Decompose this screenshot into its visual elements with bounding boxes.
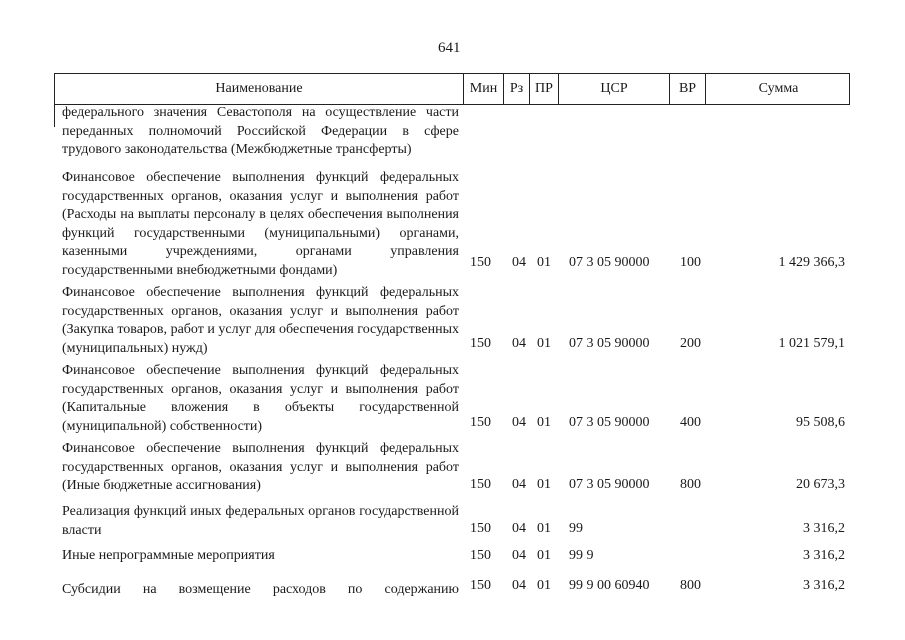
row-vr: 800 [680, 477, 701, 492]
column-header-pr: ПР [530, 74, 559, 104]
row-csr: 99 [569, 521, 583, 536]
page-number: 641 [438, 40, 461, 56]
row-rz: 04 [512, 578, 526, 593]
row-sum: 3 316,2 [803, 521, 845, 536]
row-pr: 01 [537, 578, 551, 593]
row-name: Реализация функций иных федеральных органов государственной власти [62, 504, 459, 538]
row-min: 150 [470, 255, 491, 270]
row-csr: 07 3 05 90000 [569, 477, 650, 492]
row-csr: 07 3 05 90000 [569, 255, 650, 270]
row-sum: 1 021 579,1 [778, 336, 845, 351]
row-name: Иные непрограммные мероприятия [62, 548, 275, 563]
row-name: Субсидии на возмещение расходов по содержанию [62, 582, 459, 597]
row-rz: 04 [512, 548, 526, 563]
row-min: 150 [470, 521, 491, 536]
row-csr: 99 9 00 60940 [569, 578, 650, 593]
row-sum: 3 316,2 [803, 578, 845, 593]
row-min: 150 [470, 415, 491, 430]
row-pr: 01 [537, 255, 551, 270]
column-header-sum: Сумма [758, 81, 799, 96]
row-sum: 1 429 366,3 [778, 255, 845, 270]
row-min: 150 [470, 477, 491, 492]
row-sum: 95 508,6 [796, 415, 845, 430]
row-rz: 04 [512, 336, 526, 351]
row-pr: 01 [537, 336, 551, 351]
row-pr: 01 [537, 415, 551, 430]
row-min: 150 [470, 548, 491, 563]
row-vr: 800 [680, 578, 701, 593]
row-pr: 01 [537, 477, 551, 492]
row-csr: 07 3 05 90000 [569, 336, 650, 351]
row-pr: 01 [537, 521, 551, 536]
table-header [54, 73, 850, 105]
row-name: Финансовое обеспечение выполнения функций федеральных государственных органов, оказания услуг и выполнения работ (Иные бюджетные ассигнования) [62, 441, 459, 493]
column-header-min: Мин [464, 74, 504, 104]
row-rz: 04 [512, 477, 526, 492]
column-header-rz: Рз [504, 74, 530, 104]
row-name: федерального значения Севастополя на осуществление части переданных полномочий Российской Федерации в сфере трудового законодательства (Межбюджетные трансферты) [62, 105, 459, 157]
row-rz: 04 [512, 415, 526, 430]
column-header-name: Наименование [55, 74, 464, 104]
row-rz: 04 [512, 255, 526, 270]
row-vr: 100 [680, 255, 701, 270]
column-header-vr: ВР [670, 74, 706, 104]
row-name: Финансовое обеспечение выполнения функций федеральных государственных органов, оказания услуг и выполнения работ (Закупка товаров, работ и услуг для обеспечения государственных (муниципальных) нужд) [62, 285, 459, 356]
column-header-csr: ЦСР [559, 74, 670, 104]
row-csr: 07 3 05 90000 [569, 415, 650, 430]
row-sum: 3 316,2 [803, 548, 845, 563]
table-left-border [54, 104, 55, 127]
row-min: 150 [470, 578, 491, 593]
row-pr: 01 [537, 548, 551, 563]
row-rz: 04 [512, 521, 526, 536]
row-vr: 200 [680, 336, 701, 351]
row-vr: 400 [680, 415, 701, 430]
row-min: 150 [470, 336, 491, 351]
row-csr: 99 9 [569, 548, 594, 563]
row-name: Финансовое обеспечение выполнения функций федеральных государственных органов, оказания услуг и выполнения работ (Капитальные вложения в объекты государственной (муниципальной) собственности) [62, 363, 459, 434]
row-name: Финансовое обеспечение выполнения функций федеральных государственных органов, оказания услуг и выполнения работ (Расходы на выплаты персоналу в целях обеспечения выполнения функций государственными (муниципальными) органами, казенными учреждениями, органами управления государственными внебюджетными фондами) [62, 170, 459, 278]
row-sum: 20 673,3 [796, 477, 845, 492]
